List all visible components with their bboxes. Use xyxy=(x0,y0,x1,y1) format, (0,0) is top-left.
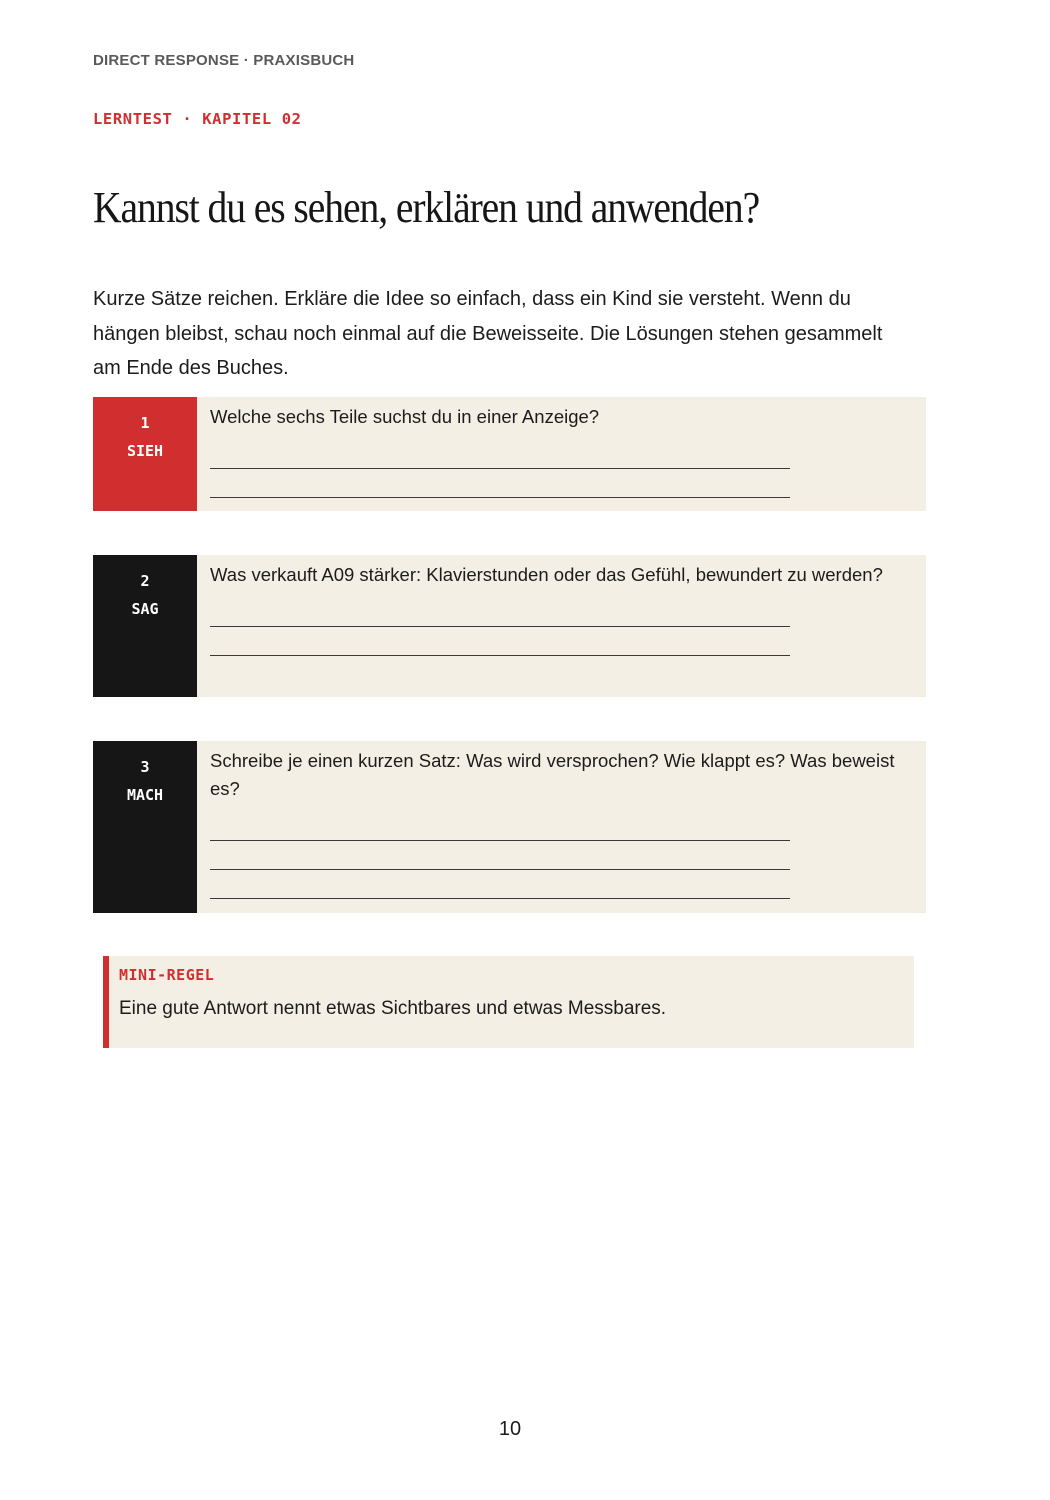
intro-paragraph: Kurze Sätze reichen. Erkläre die Idee so einfach, dass ein Kind sie versteht. Wenn du hängen bleibst, schau noch einmal auf die Beweisseite. Die Lösungen stehen gesammelt am Ende des Buches. xyxy=(93,288,883,379)
question-tag-1 xyxy=(93,397,197,511)
answer-line[interactable] xyxy=(210,627,790,656)
question-number: 2 xyxy=(140,572,150,590)
answer-area xyxy=(210,447,912,498)
question-number: 3 xyxy=(140,758,150,776)
question-text: Welche sechs Teile suchst du in einer Anzeige? xyxy=(210,406,600,427)
answer-line[interactable] xyxy=(210,819,790,841)
mini-rule-label: MINI-REGEL xyxy=(119,966,215,984)
running-head: DIRECT RESPONSE · PRAXISBUCH xyxy=(93,52,355,69)
mini-rule-callout xyxy=(103,956,914,1048)
question-text: Schreibe je einen kurzen Satz: Was wird versprochen? Wie klappt es? Was beweist es? xyxy=(210,750,895,799)
question-number: 1 xyxy=(140,414,150,432)
chapter-kicker: LERNTEST · KAPITEL 02 xyxy=(93,110,302,128)
page-title: Kannst du es sehen, erklären und anwenden? xyxy=(93,183,760,232)
question-card-2 xyxy=(93,555,926,697)
question-type-label: MACH xyxy=(126,786,164,804)
question-tag-3 xyxy=(93,741,197,913)
question-body xyxy=(197,741,926,913)
question-type-label: SAG xyxy=(131,600,159,618)
answer-line[interactable] xyxy=(210,469,790,498)
question-tag-2 xyxy=(93,555,197,697)
mini-rule-text: Eine gute Antwort nennt etwas Sichtbares und etwas Messbares. xyxy=(119,998,667,1019)
answer-line[interactable] xyxy=(210,605,790,627)
answer-line[interactable] xyxy=(210,870,790,899)
question-body xyxy=(197,397,926,511)
question-card-3 xyxy=(93,741,926,913)
question-text: Was verkauft A09 stärker: Klavierstunden oder das Gefühl, bewundert zu werden? xyxy=(210,564,883,585)
page-number: 10 xyxy=(498,1418,522,1440)
answer-line[interactable] xyxy=(210,841,790,870)
question-body xyxy=(197,555,926,697)
question-card-1 xyxy=(93,397,926,511)
answer-area xyxy=(210,819,912,899)
answer-area xyxy=(210,605,912,656)
answer-line[interactable] xyxy=(210,447,790,469)
question-type-label: SIEH xyxy=(126,442,164,460)
